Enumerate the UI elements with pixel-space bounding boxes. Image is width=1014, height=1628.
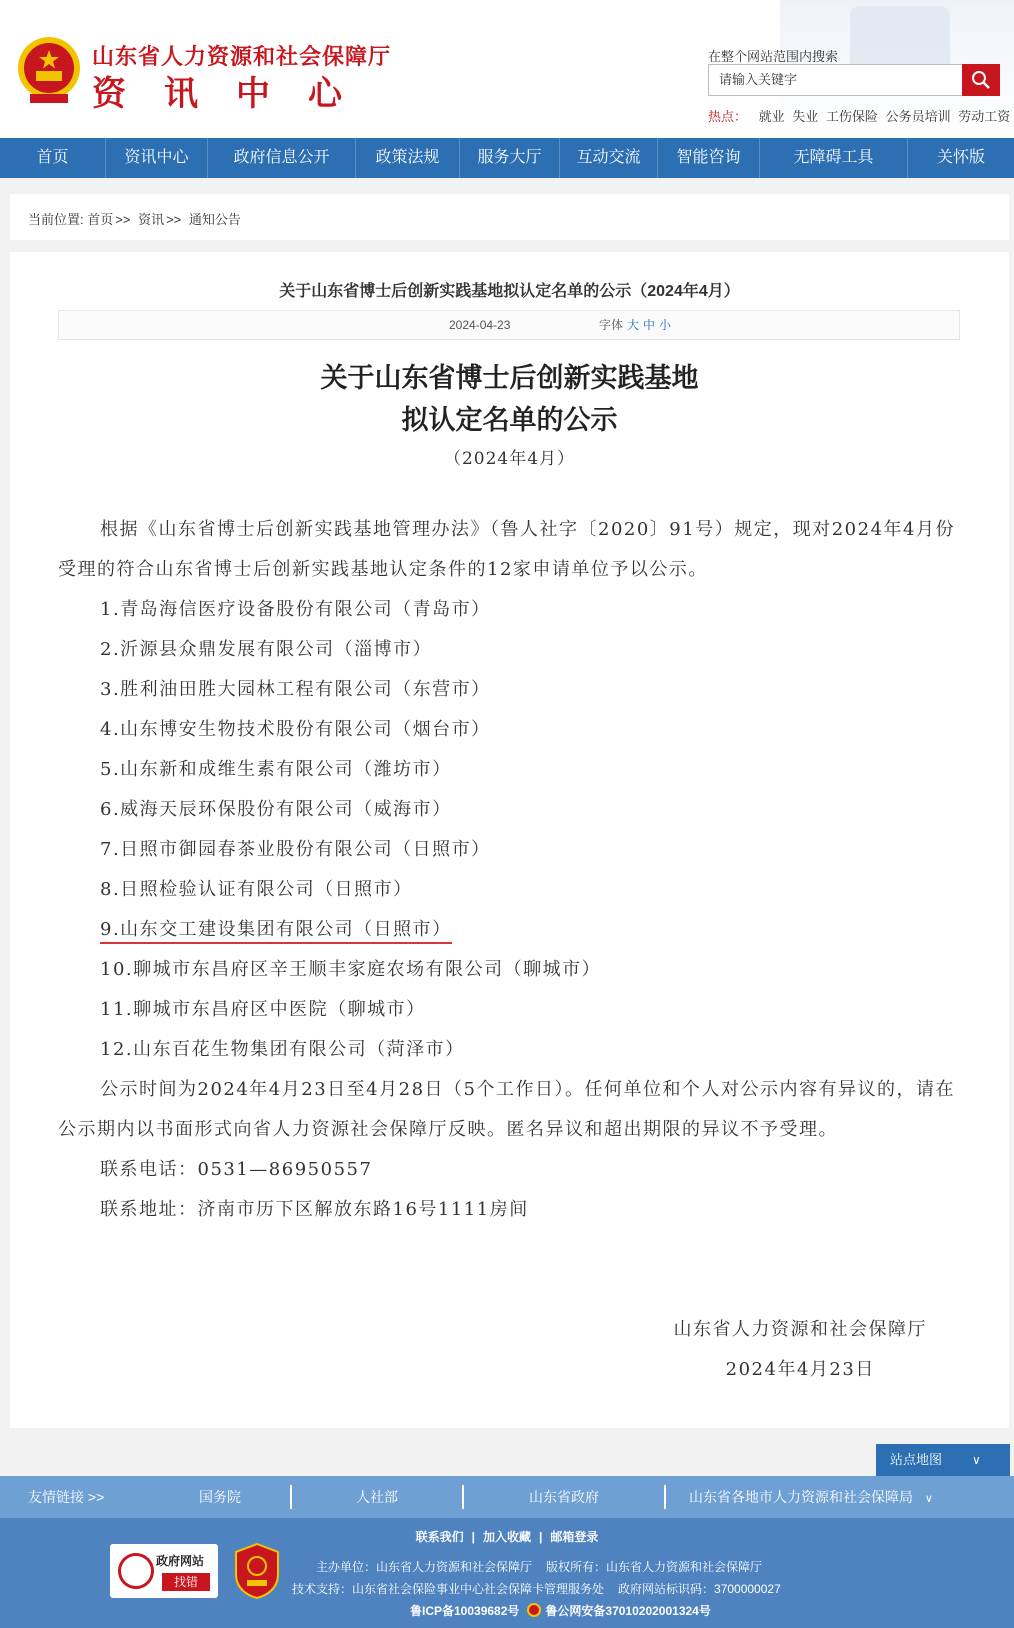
site-title: 山东省人力资源和社会保障厅 bbox=[92, 44, 392, 69]
hot-keyword[interactable]: 公务员培训 bbox=[885, 109, 951, 124]
breadcrumb-container bbox=[10, 194, 1009, 240]
search-label: 在整个网站范围内搜索 bbox=[708, 49, 839, 64]
link-shandong-gov[interactable]: 山东省政府 bbox=[529, 1489, 599, 1505]
hot-keyword[interactable]: 失业 bbox=[792, 109, 819, 124]
list-item: 3.胜利油田胜大园林工程有限公司（东营市） bbox=[100, 679, 491, 700]
intro-paragraph: 根据《山东省博士后创新实践基地管理办法》（鲁人社字〔2020〕91号）规定，现对2024年4月份受理的符合山东省博士后创新实践基地认定条件的12家申请单位予以公示。 bbox=[58, 519, 955, 580]
chevron-down-icon: ∨ bbox=[972, 1453, 981, 1467]
footer-link-favorite[interactable]: 加入收藏 bbox=[482, 1530, 531, 1544]
signature-date: 2024年4月23日 bbox=[725, 1359, 875, 1380]
link-city-hrss-label: 山东省各地市人力资源和社会保障局 bbox=[689, 1489, 914, 1505]
list-item: 2.沂源县众鼎发展有限公司（淄博市） bbox=[100, 639, 433, 660]
list-item: 10.聊城市东昌府区辛王顺丰家庭农场有限公司（聊城市） bbox=[100, 959, 602, 980]
contact-address: 联系地址：济南市历下区解放东路16号1111房间 bbox=[100, 1199, 529, 1220]
font-size-medium[interactable]: 中 bbox=[643, 318, 656, 332]
list-item: 4.山东博安生物技术股份有限公司（烟台市） bbox=[100, 719, 491, 740]
nav-item-home[interactable]: 首页 bbox=[0, 138, 106, 178]
footer-police-record[interactable]: 鲁公网安备37010202001324号 bbox=[545, 1604, 711, 1618]
breadcrumb-sep: >> bbox=[115, 212, 131, 227]
hot-keywords bbox=[708, 106, 1014, 125]
hot-keyword[interactable]: 劳动工资 bbox=[958, 109, 1011, 124]
list-item: 7.日照市御园春茶业股份有限公司（日照市） bbox=[100, 839, 491, 860]
nav-item-news[interactable]: 资讯中心 bbox=[106, 138, 208, 178]
document-heading-line1: 关于山东省博士后创新实践基地 bbox=[320, 363, 699, 394]
link-mohrss[interactable]: 人社部 bbox=[356, 1489, 398, 1505]
nav-item-accessibility[interactable]: 无障碍工具 bbox=[760, 138, 908, 178]
search-button[interactable] bbox=[962, 64, 1000, 96]
chevron-down-icon: ∨ bbox=[924, 1493, 933, 1505]
national-emblem-icon bbox=[14, 34, 84, 108]
signature-org: 山东省人力资源和社会保障厅 bbox=[673, 1319, 927, 1340]
document-subheading: （2024年4月） bbox=[443, 449, 576, 469]
search-input[interactable]: 请输入关键字 bbox=[708, 64, 964, 96]
hot-keyword[interactable]: 工伤保险 bbox=[825, 109, 878, 124]
breadcrumb-home[interactable]: 首页 bbox=[87, 212, 114, 227]
friendly-links-label: 友情链接 >> bbox=[28, 1489, 105, 1505]
document-heading bbox=[10, 358, 1009, 442]
hot-label: 热点： bbox=[708, 109, 748, 124]
notice-paragraph: 公示时间为2024年4月23日至4月28日（5个工作日）。任何单位和个人对公示内容有异议的，请在公示期内以书面形式向省人力资源社会保障厅反映。匿名异议和超出期限的异议不予受理。 bbox=[58, 1079, 955, 1140]
footer-line-sponsor bbox=[0, 1558, 1014, 1575]
search-icon bbox=[971, 70, 991, 90]
footer-copyright: 版权所有：山东省人力资源和社会保障厅 bbox=[546, 1560, 763, 1574]
site-footer bbox=[0, 1518, 1014, 1628]
document-heading-line2: 拟认定名单的公示 bbox=[401, 405, 618, 436]
gov-badge-action: 找错 bbox=[162, 1573, 210, 1591]
list-item: 8.日照检验认证有限公司（日照市） bbox=[100, 879, 413, 900]
article-meta bbox=[58, 310, 960, 340]
footer-line-tech bbox=[0, 1580, 1014, 1597]
nav-item-policy[interactable]: 政策法规 bbox=[356, 138, 460, 178]
site-header bbox=[0, 0, 1014, 138]
article-title: 关于山东省博士后创新实践基地拟认定名单的公示（2024年4月） bbox=[279, 283, 740, 300]
font-size-large[interactable]: 大 bbox=[627, 318, 640, 332]
hot-keyword[interactable]: 就业 bbox=[758, 109, 785, 124]
footer-line-icp bbox=[0, 1602, 1014, 1619]
footer-links: 联系我们 | 加入收藏 | 邮箱登录 bbox=[415, 1530, 599, 1544]
footer-link-contact[interactable]: 联系我们 bbox=[415, 1530, 464, 1544]
signature-block bbox=[674, 1310, 928, 1390]
footer-site-id: 政府网站标识码：3700000027 bbox=[618, 1582, 781, 1596]
nav-item-service-hall[interactable]: 服务大厅 bbox=[460, 138, 560, 178]
friendly-links-bar bbox=[0, 1476, 1014, 1518]
gov-badge-title: 政府网站 bbox=[156, 1554, 205, 1568]
police-badge-icon bbox=[527, 1603, 541, 1617]
list-item: 12.山东百花生物集团有限公司（菏泽市） bbox=[100, 1039, 465, 1060]
article bbox=[10, 252, 1009, 1428]
sitemap-button[interactable] bbox=[876, 1444, 1010, 1476]
font-size-small[interactable]: 小 bbox=[659, 318, 672, 332]
nav-item-smart-consult[interactable]: 智能咨询 bbox=[658, 138, 760, 178]
article-body bbox=[58, 510, 970, 1230]
main-nav bbox=[0, 138, 1014, 178]
nav-item-interaction[interactable]: 互动交流 bbox=[560, 138, 658, 178]
link-state-council[interactable]: 国务院 bbox=[199, 1489, 241, 1505]
footer-icp[interactable]: 鲁ICP备10039682号 bbox=[410, 1604, 520, 1618]
font-size-control bbox=[599, 311, 671, 339]
list-item: 6.威海天辰环保股份有限公司（威海市） bbox=[100, 799, 452, 820]
breadcrumb bbox=[28, 209, 241, 228]
list-item-underlined bbox=[58, 910, 970, 950]
footer-tech-support: 技术支持：山东省社会保险事业中心社会保障卡管理服务处 bbox=[292, 1582, 605, 1596]
font-size-label: 字体 bbox=[599, 318, 624, 332]
contact-phone: 联系电话：0531—86950557 bbox=[100, 1159, 373, 1180]
breadcrumb-sep: >> bbox=[166, 212, 182, 227]
footer-sponsor: 主办单位：山东省人力资源和社会保障厅 bbox=[316, 1560, 533, 1574]
publish-date: 2024-04-23 bbox=[449, 318, 511, 332]
sitemap-label: 站点地图 bbox=[890, 1452, 943, 1467]
site-subtitle: 资讯中心 bbox=[92, 75, 380, 113]
footer-link-mail[interactable]: 邮箱登录 bbox=[550, 1530, 599, 1544]
list-item: 1.青岛海信医疗设备股份有限公司（青岛市） bbox=[100, 599, 491, 620]
breadcrumb-prefix: 当前位置: bbox=[28, 212, 84, 227]
list-item-text: 9.山东交工建设集团有限公司（日照市） bbox=[100, 919, 452, 944]
link-city-hrss-dropdown[interactable] bbox=[666, 1487, 956, 1507]
list-item: 5.山东新和成维生素有限公司（潍坊市） bbox=[100, 759, 452, 780]
breadcrumb-news[interactable]: 资讯 bbox=[138, 212, 165, 227]
list-item: 11.聊城市东昌府区中医院（聊城市） bbox=[100, 999, 426, 1020]
breadcrumb-notices[interactable]: 通知公告 bbox=[188, 212, 241, 227]
nav-item-care-mode[interactable]: 关怀版 bbox=[936, 149, 985, 166]
nav-item-gov-info[interactable]: 政府信息公开 bbox=[208, 138, 356, 178]
